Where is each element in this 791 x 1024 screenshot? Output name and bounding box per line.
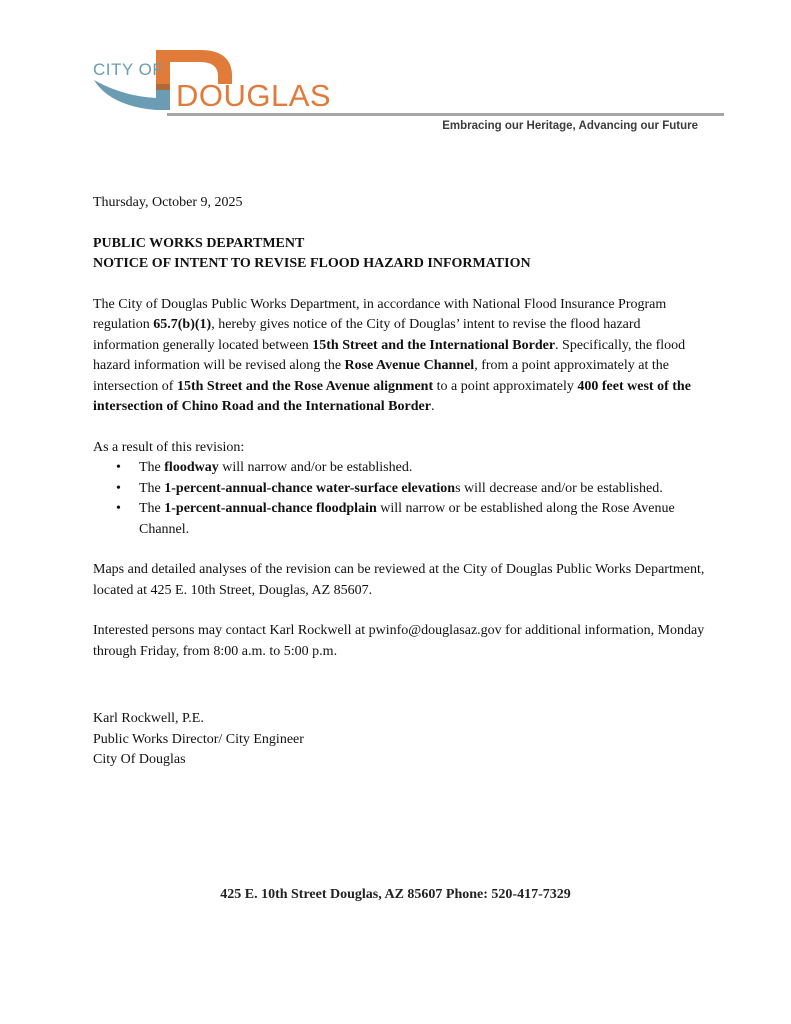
p1-start-point: 15th Street and the Rose Avenue alignment (176, 378, 434, 394)
bullet-bold: 1-percent-annual-chance floodplain (164, 501, 377, 516)
footer-address: 425 E. 10th Street Douglas, AZ 85607 Phone: 520-417-7329 (220, 887, 571, 902)
letter-date: Thursday, October 9, 2025 (93, 195, 243, 210)
contact-paragraph: Interested persons may contact Karl Rockwell at pwinfo@douglasaz.gov for additional information, Monday through Friday, from 8:00 a.m. to 5:00 p.m. (93, 623, 705, 659)
p1-channel: Rose Avenue Channel (344, 358, 475, 373)
notice-title: NOTICE OF INTENT TO REVISE FLOOD HAZARD INFORMATION (93, 256, 531, 271)
p1-text-1: The City of Douglas Public Works Department, in accordance with National Flood Insurance Program regulation (93, 296, 667, 332)
header-divider (167, 113, 724, 116)
letter-body (93, 193, 708, 771)
department-name: PUBLIC WORKS DEPARTMENT (93, 235, 305, 251)
signer-name: Karl Rockwell, P.E. (93, 711, 204, 726)
bullet-icon: • (116, 460, 121, 475)
signer-title: Public Works Director/ City Engineer (93, 731, 304, 747)
signature-block (93, 709, 708, 771)
letter-heading (93, 234, 708, 275)
bullet-icon: • (116, 501, 121, 516)
list-item (93, 479, 708, 500)
p1-text-6: . (430, 399, 435, 414)
bullet-text: will narrow or be established along the Rose Avenue Channel. (139, 501, 675, 537)
p1-regulation: 65.7(b)(1) (153, 317, 212, 332)
city-of-douglas-logo (90, 44, 360, 116)
logo-douglas-text: DOUGLAS (176, 78, 332, 113)
city-tagline: Embracing our Heritage, Advancing our Future (442, 120, 698, 132)
bullet-bold: 1-percent-annual-chance water-surface elevation (164, 480, 456, 496)
bullet-text: The (139, 501, 165, 516)
result-intro: As a result of this revision: (93, 439, 245, 455)
bullet-text: The (139, 460, 165, 475)
signer-organization: City Of Douglas (93, 752, 186, 767)
logo-city-of-text: CITY OF (93, 60, 164, 79)
bullet-text: will narrow and/or be established. (218, 460, 413, 475)
bullet-text: s will decrease and/or be established. (455, 480, 663, 496)
p1-text-2: , hereby gives notice of the City of Douglas’ intent to revise the flood hazard information generally located between (93, 317, 641, 353)
p1-text-5: to a point approximately (433, 378, 578, 394)
bullet-icon: • (116, 480, 121, 496)
notice-paragraph (93, 295, 708, 418)
maps-paragraph: Maps and detailed analyses of the revision can be reviewed at the City of Douglas Public Works Department, located at 425 E. 10th Street, Douglas, AZ 85607. (93, 562, 705, 598)
list-item (93, 499, 708, 540)
p1-location: 15th Street and the International Border (312, 337, 556, 353)
bullet-bold: floodway (164, 460, 219, 475)
list-item (93, 458, 708, 479)
bullet-text: The (139, 480, 165, 496)
p1-text-3: . Specifically, the flood hazard information will be revised along the (93, 337, 686, 373)
p1-end-point: 400 feet west of the intersection of Chino Road and the International Border (93, 378, 691, 414)
p1-text-4: , from a point approximately at the intersection of (93, 358, 669, 394)
revision-bullet-list (93, 458, 708, 540)
